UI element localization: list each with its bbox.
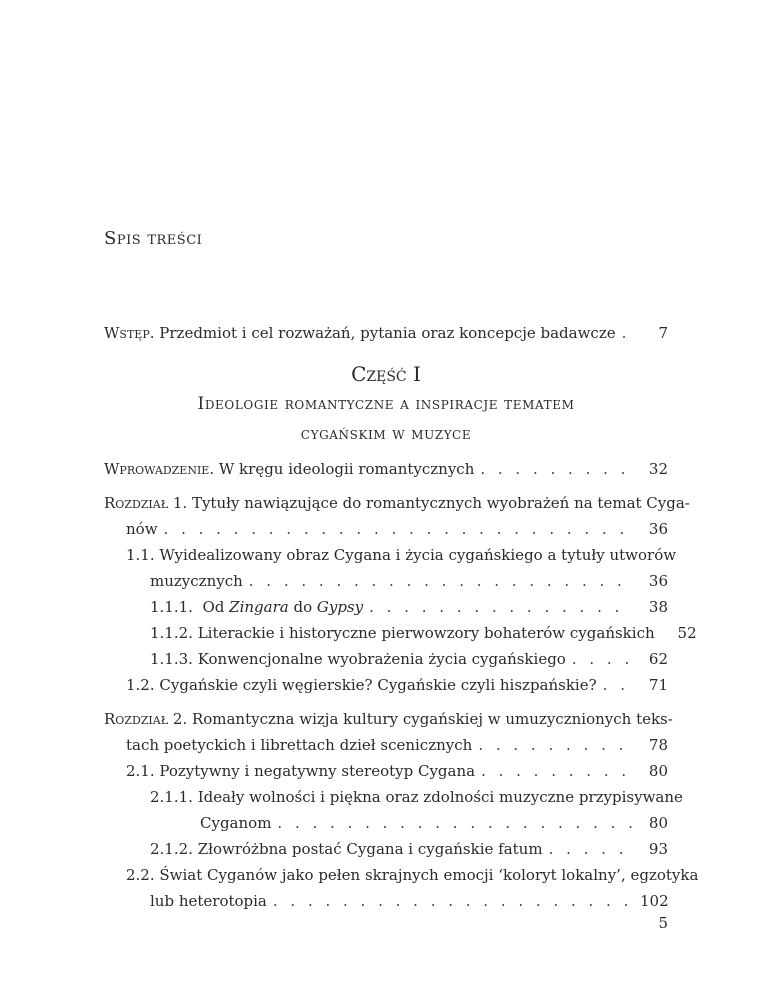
entry-text: 2.2. Świat Cyganów jako pełen skrajnych emocji ‘koloryt lokalny’, egzotyka bbox=[126, 866, 699, 884]
entry-label: Rozdział bbox=[104, 494, 169, 512]
entry-label: Rozdział bbox=[104, 710, 169, 728]
entry-text: 1.1. Wyidealizowany obraz Cygana i życia cygańskiego a tytuły utworów bbox=[126, 546, 677, 564]
leader-dots bbox=[622, 320, 632, 346]
leader-dots bbox=[478, 732, 632, 758]
leader-dots bbox=[572, 646, 632, 672]
page-number: 52 bbox=[677, 624, 697, 642]
entry-text: 1. Tytuły nawiązujące do romantycznych wyobrażeń na temat Cyga- bbox=[172, 494, 690, 512]
page-number: 7 bbox=[658, 324, 668, 342]
leader-dots bbox=[164, 516, 632, 542]
entry-text: do bbox=[288, 598, 317, 616]
page-number: 102 bbox=[640, 892, 669, 910]
page-folio: 5 bbox=[658, 914, 668, 932]
toc-entry-2-1-2[interactable] bbox=[104, 836, 668, 862]
leader-dots bbox=[480, 456, 632, 482]
entry-number: 1.1.1. bbox=[150, 598, 193, 616]
entry-italic: Gypsy bbox=[316, 598, 364, 616]
page-number: 78 bbox=[648, 736, 668, 754]
page-number: 93 bbox=[648, 840, 668, 858]
leader-dots bbox=[481, 758, 632, 784]
toc-entry-2-1[interactable] bbox=[104, 758, 668, 784]
page-number: 80 bbox=[648, 762, 668, 780]
leader-dots bbox=[277, 810, 632, 836]
entry-italic: Zingara bbox=[229, 598, 289, 616]
toc-entry-1-1-3[interactable] bbox=[104, 646, 668, 672]
entry-text: 2.1.2. Złowróżbna postać Cygana i cygańskie fatum bbox=[150, 840, 543, 858]
leader-dots bbox=[549, 836, 632, 862]
entry-text: Od bbox=[202, 598, 230, 616]
toc-entry-1-2[interactable] bbox=[104, 672, 668, 698]
entry-text: 1.1.3. Konwencjonalne wyobrażenia życia cygańskiego bbox=[150, 650, 566, 668]
leader-dots bbox=[369, 594, 632, 620]
entry-text: 1.2. Cygańskie czyli węgierskie? Cygańskie czyli hiszpańskie? bbox=[126, 676, 597, 694]
entry-label: Wstęp. bbox=[104, 324, 155, 342]
part-title-line2: cygańskim w muzyce bbox=[300, 424, 472, 444]
entry-text: 1.1.2. Literackie i historyczne pierwowzory bohaterów cygańskich bbox=[150, 624, 655, 642]
page-number: 36 bbox=[648, 572, 668, 590]
page-number: 32 bbox=[648, 460, 668, 478]
entry-text-cont: tach poetyckich i librettach dzieł scenicznych bbox=[126, 736, 473, 754]
entry-text: 2.1. Pozytywny i negatywny stereotyp Cygana bbox=[126, 762, 476, 780]
toc-entry-rozdzial-1[interactable] bbox=[104, 490, 690, 542]
toc-entry-2-1-1[interactable] bbox=[104, 784, 683, 836]
page-number: 38 bbox=[648, 598, 668, 616]
page-number: 36 bbox=[648, 520, 668, 538]
page-number: 80 bbox=[648, 814, 668, 832]
part-number: Część I bbox=[351, 362, 421, 386]
toc-entry-1-1[interactable] bbox=[104, 542, 677, 594]
toc-entry-1-1-1[interactable] bbox=[104, 594, 668, 620]
page-title: Spis treści bbox=[104, 228, 203, 249]
entry-text-cont: lub heterotopia bbox=[150, 892, 267, 910]
toc-entry-2-2[interactable] bbox=[104, 862, 699, 914]
entry-text: W kręgu ideologii romantycznych bbox=[218, 460, 475, 478]
toc-entry-wstep[interactable] bbox=[104, 320, 668, 346]
entry-text: 2.1.1. Ideały wolności i piękna oraz zdolności muzyczne przypisywane bbox=[150, 788, 683, 806]
entry-text: Przedmiot i cel rozważań, pytania oraz koncepcje badawcze bbox=[159, 324, 616, 342]
leader-dots bbox=[273, 888, 632, 914]
toc-entry-rozdzial-2[interactable] bbox=[104, 706, 673, 758]
entry-label: Wprowadzenie. bbox=[104, 460, 215, 478]
page-number: 62 bbox=[648, 650, 668, 668]
part-title-line1: Ideologie romantyczne a inspiracje tematem bbox=[197, 394, 575, 414]
leader-dots bbox=[603, 672, 632, 698]
entry-text-cont: muzycznych bbox=[150, 572, 243, 590]
toc-entry-1-1-2[interactable] bbox=[104, 620, 697, 646]
entry-text-cont: nów bbox=[126, 520, 158, 538]
page-number: 71 bbox=[648, 676, 668, 694]
toc-entry-wprowadzenie[interactable] bbox=[104, 456, 668, 482]
entry-text: 2. Romantyczna wizja kultury cygańskiej w umuzycznionych teks- bbox=[172, 710, 673, 728]
entry-text-cont: Cyganom bbox=[200, 814, 272, 832]
table-of-contents bbox=[104, 456, 699, 914]
leader-dots bbox=[249, 568, 632, 594]
